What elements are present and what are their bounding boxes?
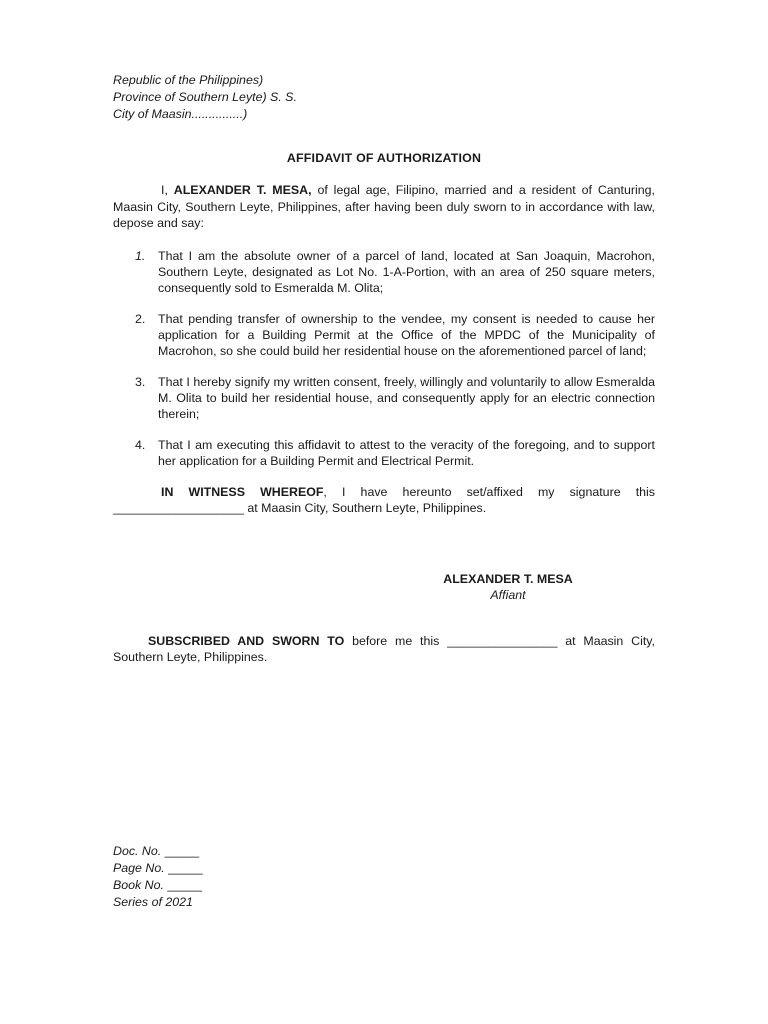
venue-line-republic: Republic of the Philippines) [113,73,264,87]
page-no-blank: _____ [168,861,203,875]
statement-item [113,374,655,422]
statement-number: 3. [135,374,146,389]
affidavit-page [113,72,655,666]
jurat-text: before me this ________________ at Maasin City, Southern Leyte, Philippines. [113,633,655,664]
page-no-line [113,860,203,877]
page-no-label: Page No. [113,861,165,875]
statement-item [113,311,655,359]
statement-number: 2. [135,311,146,326]
book-no-label: Book No. [113,878,164,892]
statement-item [113,248,655,296]
statement-text: That I am executing this affidavit to attest to the veracity of the foregoing, and to support her application for a Building Permit and Electrical Permit. [158,437,655,468]
statement-text: That I am the absolute owner of a parcel of land, located at San Joaquin, Macrohon, Southern Leyte, designated as Lot No. 1-A-Portion, with an area of 250 square meters, consequently sold to Esmeralda M. Olita; [158,248,655,295]
venue-line-city: City of Maasin...............) [113,107,248,121]
statement-text: That I hereby signify my written consent, freely, willingly and voluntarily to allow Esmeralda M. Olita to build her residential house, and consequently apply for an electric connection therein; [158,374,655,421]
witness-text: , I have hereunto set/affixed my signature this ___________________ at Maasin City, Southern Leyte, Philippines. [113,484,655,515]
doc-no-label: Doc. No. [113,844,162,858]
doc-no-blank: _____ [164,844,200,858]
jurat-paragraph [113,633,655,666]
statement-text: That pending transfer of ownership to the vendee, my consent is needed to cause her application for a Building Permit at the Office of the MPDC of the Municipality of Macrohon, so she could build her residential house on the aforementioned parcel of land; [158,311,655,358]
series-line: Series of 2021 [113,895,193,909]
affiant-role: Affiant [490,587,526,602]
notarial-register [113,843,203,911]
intro-paragraph [113,182,655,232]
venue-block [113,72,655,123]
affiant-name: ALEXANDER T. MESA [443,571,573,586]
witness-lead: IN WITNESS WHEREOF [161,484,324,499]
intro-prefix: I, [161,183,174,197]
statement-number: 1. [135,248,146,263]
jurat-lead: SUBSCRIBED AND SWORN TO [148,633,345,648]
doc-no-line [113,843,203,860]
venue-line-province: Province of Southern Leyte) S. S. [113,90,297,104]
affiant-name-intro: ALEXANDER T. MESA, [173,183,312,197]
statement-number: 4. [135,437,146,452]
book-no-blank: _____ [167,878,202,892]
witness-paragraph [113,484,655,517]
book-no-line [113,877,203,894]
statement-item [113,437,655,469]
signature-block [433,571,583,603]
intro-text: of legal age, Filipino, married and a resident of Canturing, Maasin City, Southern Leyte, Philippines, after having been duly sworn to in accordance with law, depose and say: [113,183,655,230]
document-title: AFFIDAVIT OF AUTHORIZATION [286,151,482,165]
statement-list [113,248,655,469]
